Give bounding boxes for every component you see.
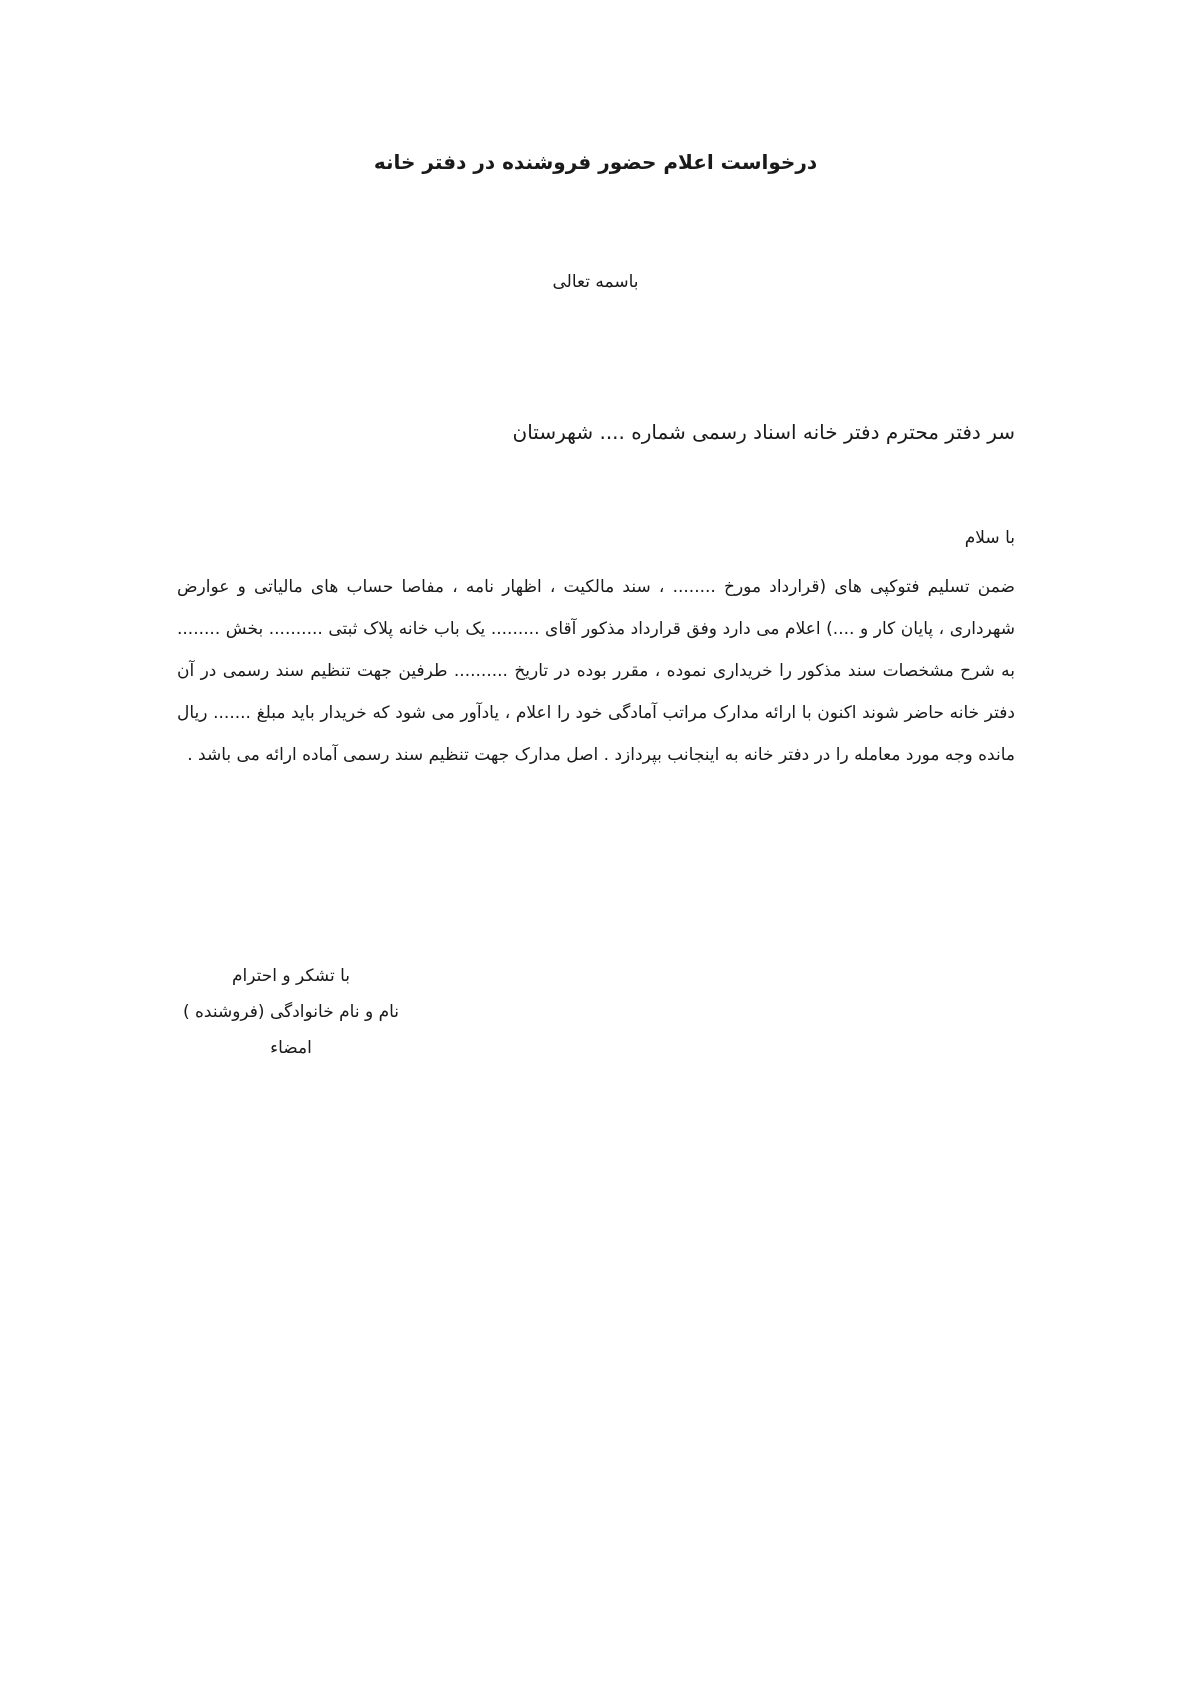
greeting-line: با سلام	[964, 528, 1015, 548]
closing-block	[176, 958, 406, 1066]
document-title: درخواست اعلام حضور فروشنده در دفتر خانه	[373, 150, 818, 174]
signature-line: امضاء	[270, 1038, 312, 1058]
recipient-line: سر دفتر محترم دفتر خانه اسناد رسمی شماره .... شهرستان	[512, 420, 1015, 444]
invocation-line: باسمه تعالی	[552, 272, 639, 292]
closing-regards: با تشکر و احترام	[232, 966, 350, 986]
body-paragraph: ضمن تسلیم فتوکپی های (قرارداد مورخ ........ ، سند مالکیت ، اظهار نامه ، مفاصا حساب های مالیاتی و عوارض شهرداری ، پایان کار و ....) اعلام می دارد وفق قرارداد مذکور آقای ......... یک باب خانه پلاک ثبتی .......... بخش ........ به شرح مشخصات سند مذکور را خریداری نموده ، مقرر بوده در تاریخ .......... طرفین جهت تنظیم سند رسمی در آن دفتر خانه حاضر شوند اکنون با ارائه مدارک مراتب آمادگی خود را اعلام ، یادآور می شود که خریدار باید مبلغ ....... ریال مانده وجه مورد معامله را در دفتر خانه به اینجانب بپردازد . اصل مدارک جهت تنظیم سند رسمی آماده ارائه می باشد .	[177, 577, 1015, 765]
seller-name-line: نام و نام خانوادگی (فروشنده )	[182, 1002, 400, 1022]
